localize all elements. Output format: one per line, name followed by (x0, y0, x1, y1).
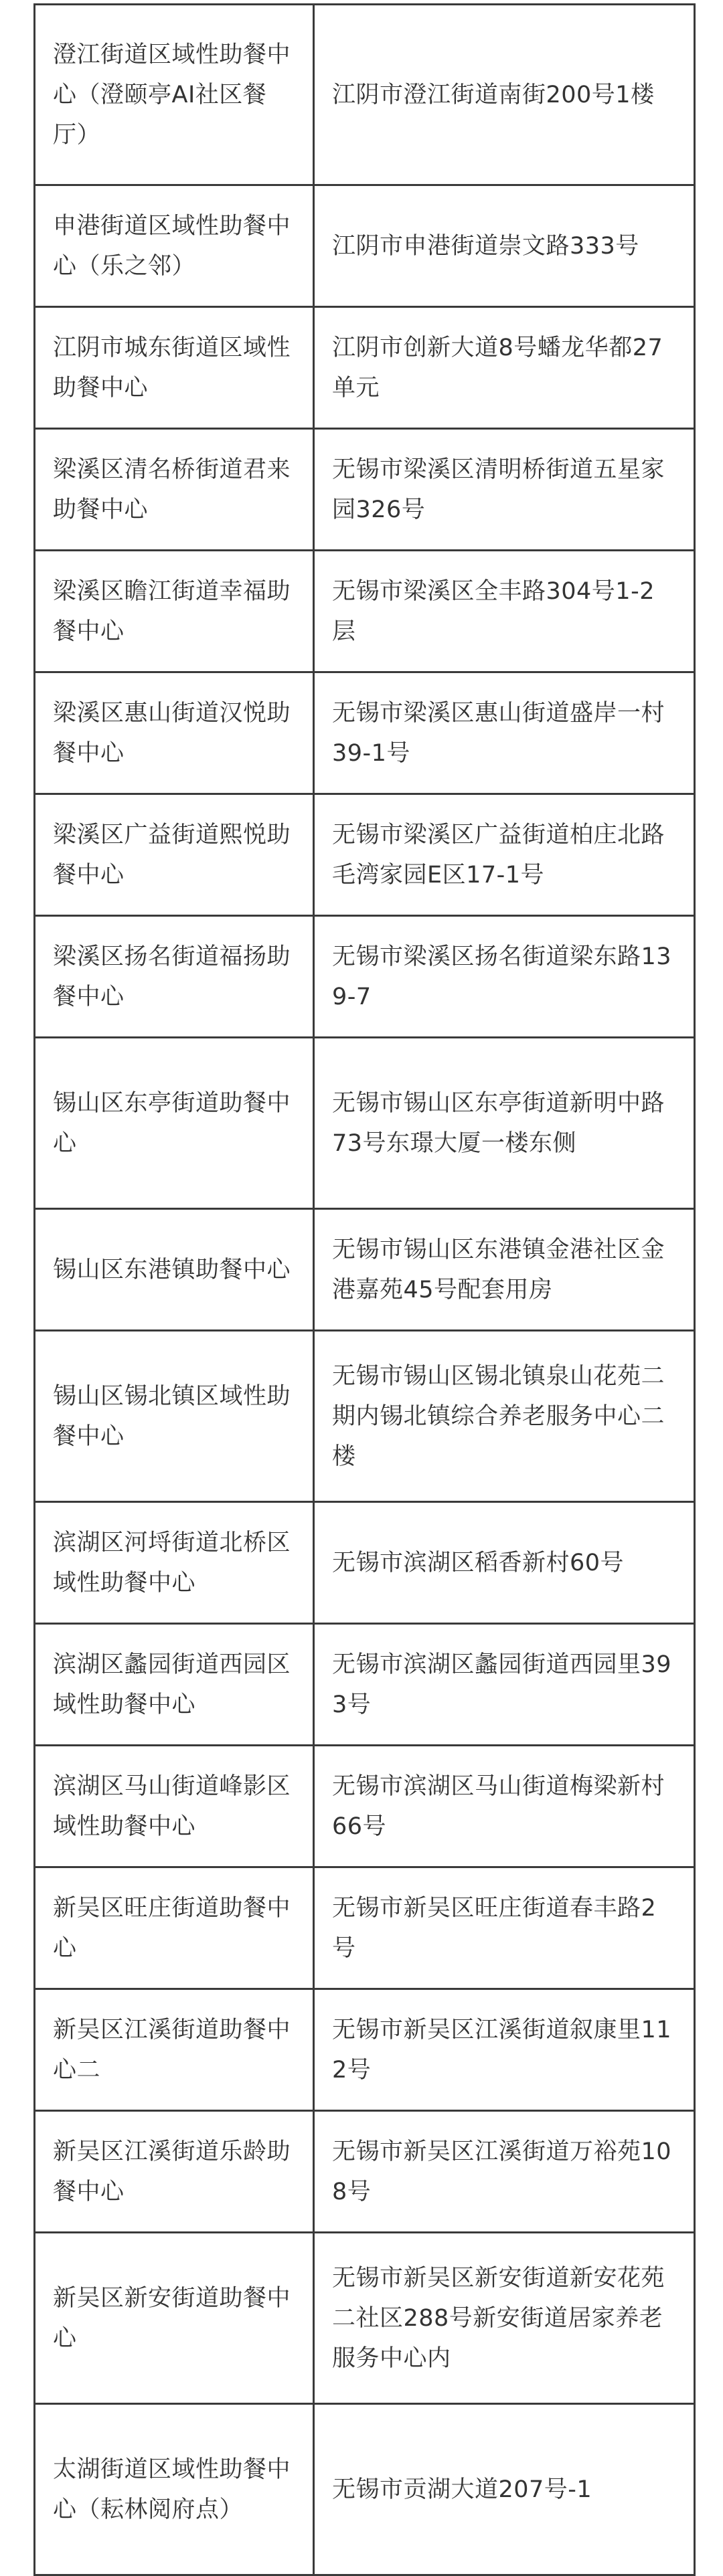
table-body (35, 5, 695, 2575)
center-address-cell: 无锡市梁溪区广益街道柏庄北路毛湾家园E区17-1号 (314, 794, 695, 916)
center-name-cell: 滨湖区蠡园街道西园区域性助餐中心 (35, 1624, 314, 1746)
table-row (35, 307, 695, 429)
meal-center-table (33, 3, 696, 2576)
center-address-cell: 无锡市新吴区江溪街道叙康里112号 (314, 1989, 695, 2111)
center-name-cell: 梁溪区清名桥街道君来助餐中心 (35, 429, 314, 551)
center-address-cell: 无锡市梁溪区扬名街道梁东路139-7 (314, 916, 695, 1038)
center-name-cell: 梁溪区广益街道熙悦助餐中心 (35, 794, 314, 916)
table-row (35, 1624, 695, 1746)
center-name-cell: 太湖街道区域性助餐中心（耘林阅府点） (35, 2404, 314, 2575)
center-name-cell: 锡山区锡北镇区域性助餐中心 (35, 1331, 314, 1502)
table-row (35, 1867, 695, 1989)
center-name-cell: 新吴区江溪街道乐龄助餐中心 (35, 2111, 314, 2233)
table-row (35, 794, 695, 916)
table-row (35, 1502, 695, 1624)
center-address-cell: 无锡市新吴区旺庄街道春丰路2号 (314, 1867, 695, 1989)
center-address-cell: 江阴市创新大道8号蟠龙华都27单元 (314, 307, 695, 429)
table-row (35, 1038, 695, 1209)
center-name-cell: 新吴区新安街道助餐中心 (35, 2233, 314, 2404)
center-address-cell: 江阴市澄江街道南街200号1楼 (314, 5, 695, 185)
center-address-cell: 无锡市梁溪区惠山街道盛岸一村39-1号 (314, 672, 695, 794)
table-row (35, 672, 695, 794)
table-row (35, 2233, 695, 2404)
center-address-cell: 无锡市锡山区东港镇金港社区金港嘉苑45号配套用房 (314, 1209, 695, 1331)
center-address-cell: 无锡市新吴区新安街道新安花苑二社区288号新安街道居家养老服务中心内 (314, 2233, 695, 2404)
table-row (35, 551, 695, 672)
table-row (35, 2404, 695, 2575)
center-address-cell: 无锡市梁溪区清明桥街道五星家园326号 (314, 429, 695, 551)
center-name-cell: 锡山区东港镇助餐中心 (35, 1209, 314, 1331)
table-row (35, 1209, 695, 1331)
center-address-cell: 江阴市申港街道崇文路333号 (314, 185, 695, 307)
center-address-cell: 无锡市梁溪区全丰路304号1-2层 (314, 551, 695, 672)
table-row (35, 2111, 695, 2233)
center-name-cell: 滨湖区马山街道峰影区域性助餐中心 (35, 1746, 314, 1867)
center-name-cell: 梁溪区瞻江街道幸福助餐中心 (35, 551, 314, 672)
center-name-cell: 锡山区东亭街道助餐中心 (35, 1038, 314, 1209)
center-name-cell: 新吴区江溪街道助餐中心二 (35, 1989, 314, 2111)
center-address-cell: 无锡市滨湖区蠡园街道西园里393号 (314, 1624, 695, 1746)
center-address-cell: 无锡市贡湖大道207号-1 (314, 2404, 695, 2575)
center-address-cell: 无锡市锡山区锡北镇泉山花苑二期内锡北镇综合养老服务中心二楼 (314, 1331, 695, 1502)
center-name-cell: 申港街道区域性助餐中心（乐之邻） (35, 185, 314, 307)
center-address-cell: 无锡市滨湖区马山街道梅梁新村66号 (314, 1746, 695, 1867)
center-address-cell: 无锡市锡山区东亭街道新明中路73号东璟大厦一楼东侧 (314, 1038, 695, 1209)
center-name-cell: 梁溪区惠山街道汉悦助餐中心 (35, 672, 314, 794)
table-row (35, 5, 695, 185)
center-name-cell: 滨湖区河埒街道北桥区域性助餐中心 (35, 1502, 314, 1624)
center-name-cell: 新吴区旺庄街道助餐中心 (35, 1867, 314, 1989)
table-row (35, 916, 695, 1038)
center-address-cell: 无锡市滨湖区稻香新村60号 (314, 1502, 695, 1624)
table-row (35, 1989, 695, 2111)
table-row (35, 429, 695, 551)
table-row (35, 185, 695, 307)
table-row (35, 1331, 695, 1502)
center-name-cell: 澄江街道区域性助餐中心（澄颐亭AI社区餐厅） (35, 5, 314, 185)
center-name-cell: 江阴市城东街道区域性助餐中心 (35, 307, 314, 429)
center-name-cell: 梁溪区扬名街道福扬助餐中心 (35, 916, 314, 1038)
table-row (35, 1746, 695, 1867)
center-address-cell: 无锡市新吴区江溪街道万裕苑108号 (314, 2111, 695, 2233)
